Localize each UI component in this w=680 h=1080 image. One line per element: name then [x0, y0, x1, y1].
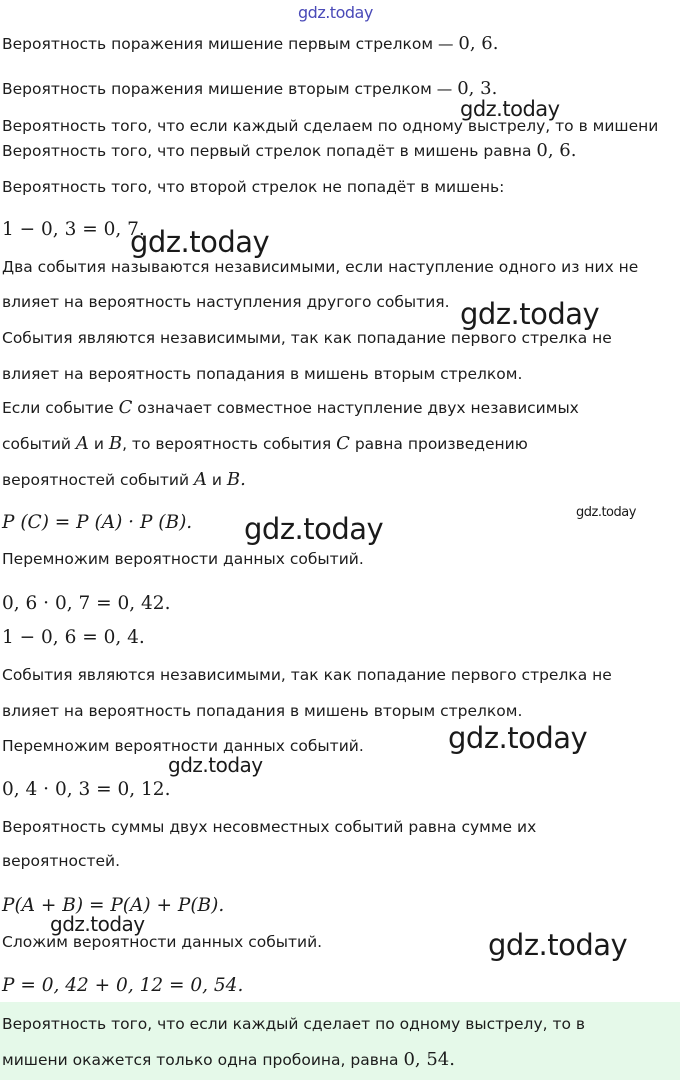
text-line-4: Вероятность того, что первый стрелок попадёт в мишень равна 0, 6.	[2, 140, 577, 161]
math-line-5: 0, 4 · 0, 3 = 0, 12.	[2, 779, 171, 800]
text-line-5: Вероятность того, что второй стрелок не попадёт в мишень:	[2, 178, 505, 196]
text-line-18: вероятностей.	[2, 852, 121, 870]
text-line-2: Вероятность поражения мишение вторым стрелком — 0, 3.	[2, 78, 498, 99]
text-line-8: События являются независимыми, так как попадание первого стрелка не	[2, 329, 612, 347]
answer-line-2: мишени окажется только одна пробоина, равна 0, 54.	[2, 1049, 455, 1070]
watermark: gdz.today	[168, 753, 263, 777]
math-line-4: 1 − 0, 6 = 0, 4.	[2, 627, 145, 648]
math-line-1: 1 − 0, 3 = 0, 7.	[2, 219, 145, 240]
text-line-7: влияет на вероятность наступления другого события.	[2, 293, 450, 311]
answer-line-1: Вероятность того, что если каждый сделает по одному выстрелу, то в	[2, 1015, 586, 1033]
math-line-2: P (C) = P (A) · P (B).	[2, 512, 193, 533]
text-line-16: Перемножим вероятности данных событий.	[2, 737, 364, 755]
text-line-14: События являются независимыми, так как попадание первого стрелка не	[2, 666, 612, 684]
text-line-15: влияет на вероятность попадания в мишень вторым стрелком.	[2, 702, 523, 720]
watermark: gdz.today	[460, 97, 560, 121]
text-line-11: событий A и B, то вероятность события C равна произведению	[2, 433, 528, 454]
text-line-13: Перемножим вероятности данных событий.	[2, 550, 364, 568]
text-line-9: влияет на вероятность попадания в мишень вторым стрелком.	[2, 365, 523, 383]
math-line-6: P(A + B) = P(A) + P(B).	[2, 895, 225, 916]
text-line-1: Вероятность поражения мишение первым стрелком — 0, 6.	[2, 33, 499, 54]
text-line-12: вероятностей событий A и B.	[2, 469, 246, 490]
watermark: gdz.today	[448, 721, 588, 755]
watermark: gdz.today	[130, 225, 270, 259]
watermark: gdz.today	[460, 297, 600, 331]
math-line-7: P = 0, 42 + 0, 12 = 0, 54.	[2, 975, 244, 996]
text-line-17: Вероятность суммы двух несовместных событий равна сумме их	[2, 818, 537, 836]
watermark: gdz.today	[488, 928, 628, 962]
watermark: gdz.today	[298, 3, 373, 22]
text-line-6: Два события называются независимыми, если наступление одного из них не	[2, 258, 639, 276]
text-line-10: Если событие C означает совместное наступление двух независимых	[2, 397, 579, 418]
math-line-3: 0, 6 · 0, 7 = 0, 42.	[2, 593, 171, 614]
watermark: gdz.today	[244, 512, 384, 546]
text-line-3: Вероятность того, что если каждый сделаем по одному выстрелу, то в мишени	[2, 117, 659, 135]
watermark: gdz.today	[576, 505, 636, 520]
watermark: gdz.today	[50, 912, 145, 936]
text-line-19: Сложим вероятности данных событий.	[2, 933, 323, 951]
